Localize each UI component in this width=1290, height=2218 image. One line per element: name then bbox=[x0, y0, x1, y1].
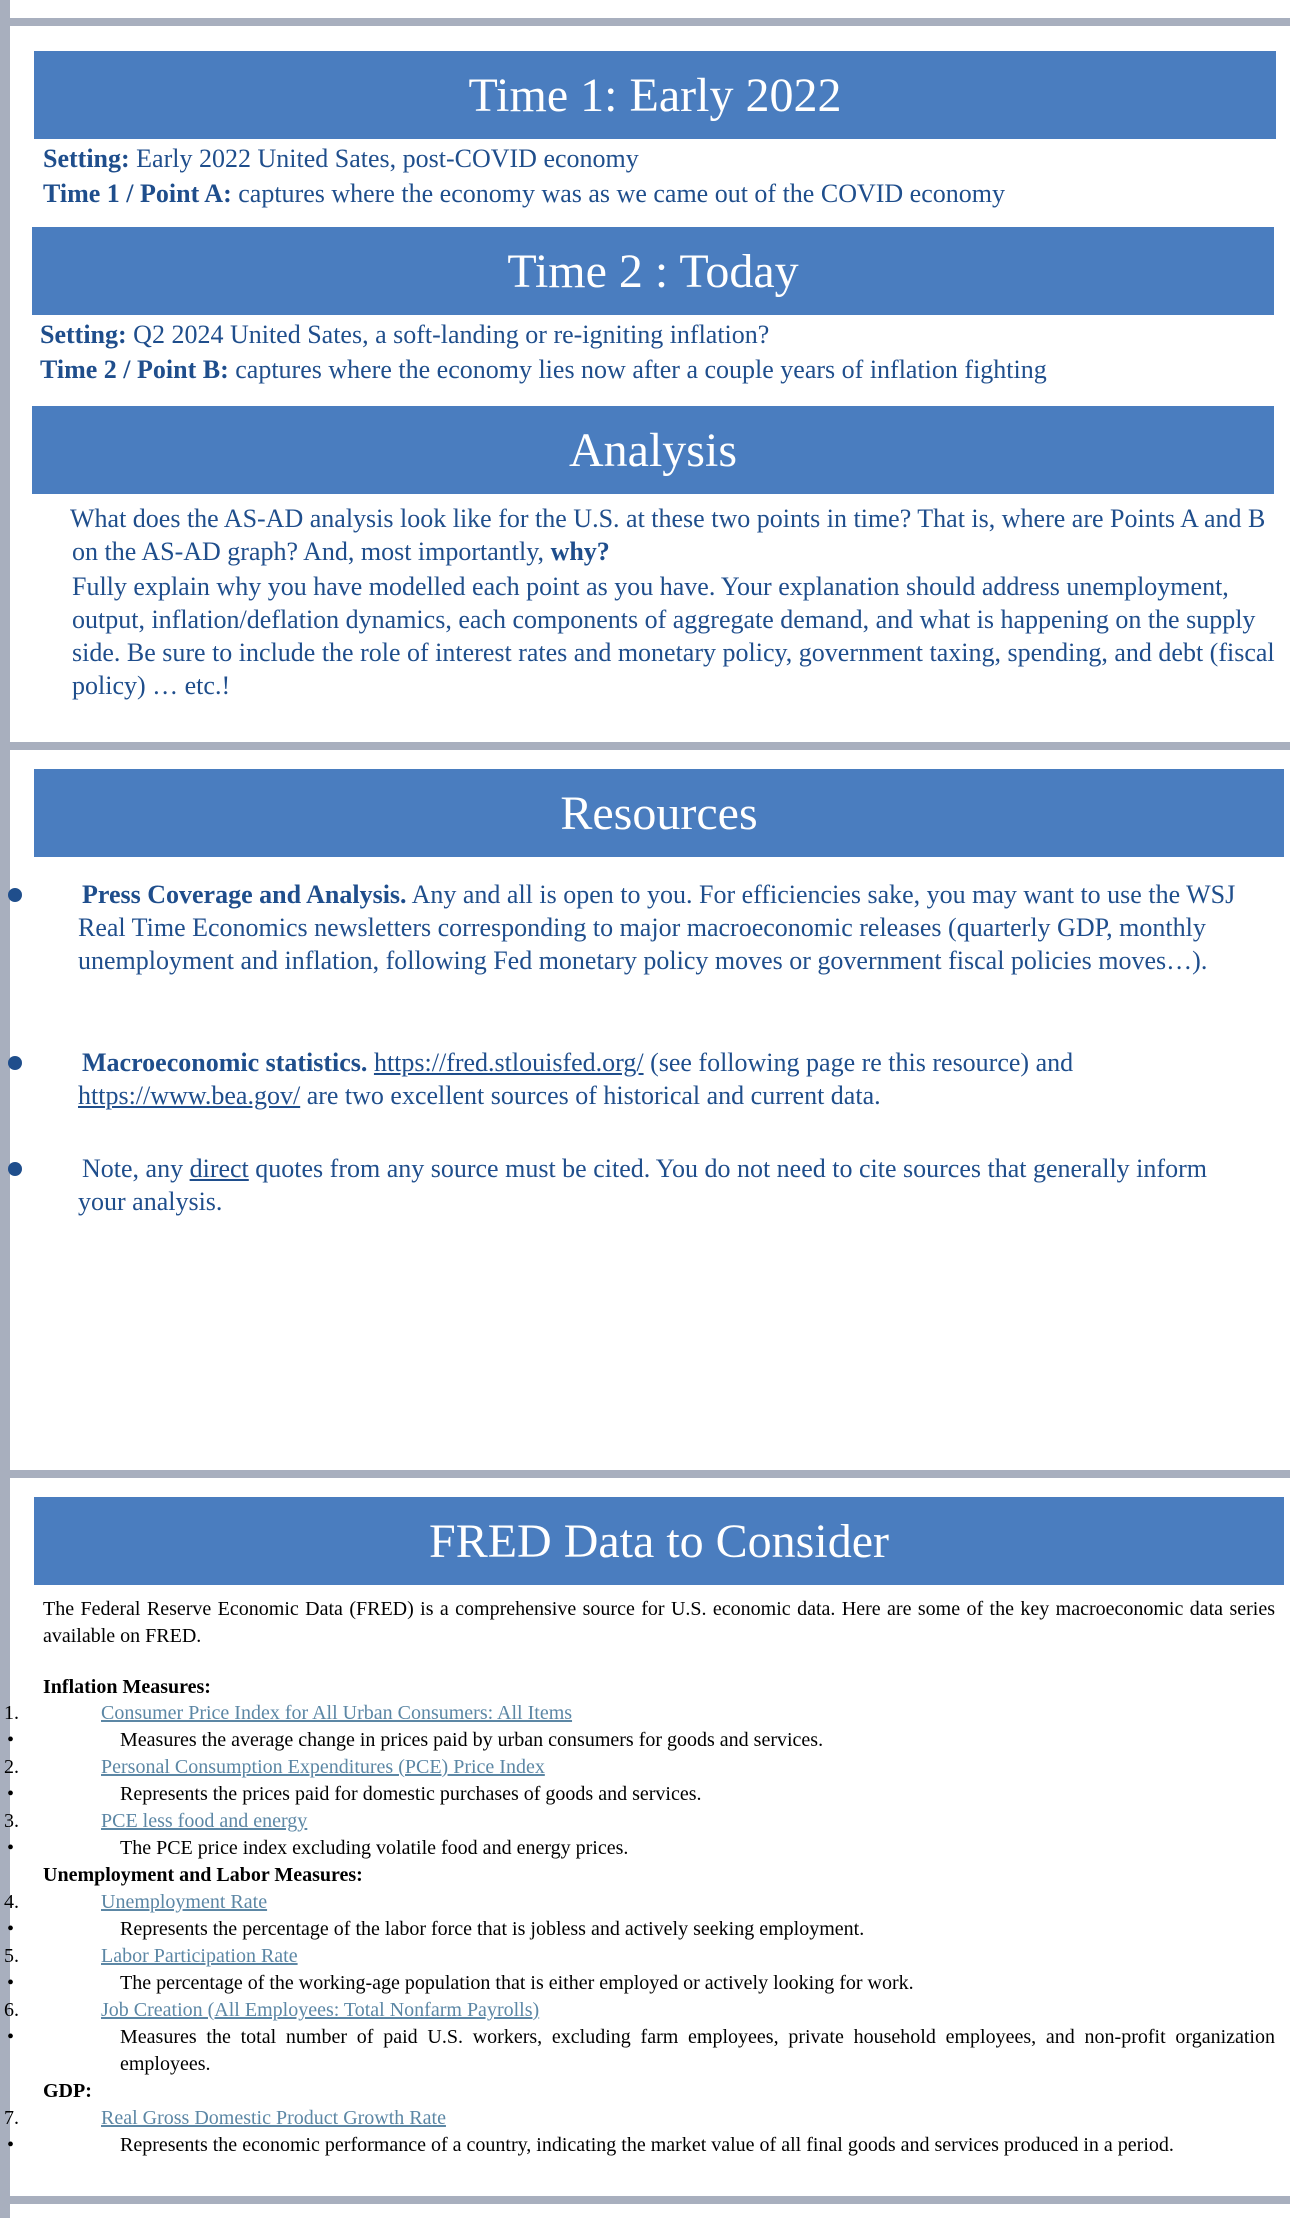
press-coverage-text: Any and all is open to you. For efficiencies sake, you may want to use the WSJ Real Time Economics newsletters corresponding to major macroeconomic releases (quarterly GDP, monthly unemployment and inflation, following Fed monetary policy moves or government fiscal policies moves…). bbox=[78, 880, 1236, 975]
resource-macro-stats bbox=[78, 1046, 1248, 1112]
item-number: 6. bbox=[4, 1999, 19, 2021]
gdp-heading: GDP: bbox=[43, 2080, 92, 2102]
time2-point-label: Time 2 / Point B: bbox=[40, 355, 229, 384]
bullet-dot bbox=[8, 1056, 22, 1070]
unemployment-rate-link[interactable]: Unemployment Rate bbox=[101, 1891, 268, 1913]
page-separator bbox=[0, 2196, 1290, 2204]
payrolls-link[interactable]: Job Creation (All Employees: Total Nonfarm Payrolls) bbox=[101, 1999, 540, 2021]
macro-stats-end: are two excellent sources of historical and current data. bbox=[300, 1081, 881, 1110]
press-coverage-label: Press Coverage and Analysis. bbox=[82, 880, 407, 909]
time1-title: Time 1: Early 2022 bbox=[468, 68, 842, 122]
time2-setting bbox=[40, 318, 769, 351]
resource-note bbox=[78, 1152, 1258, 1218]
analysis-question-bold: why? bbox=[550, 537, 610, 566]
inflation-heading: Inflation Measures: bbox=[43, 1676, 211, 1698]
macro-stats-mid: (see following page re this resource) and bbox=[643, 1048, 1074, 1077]
page-separator bbox=[0, 742, 1290, 750]
sub-bullet: • bbox=[7, 1918, 15, 1940]
cpi-link[interactable]: Consumer Price Index for All Urban Consumers: All Items bbox=[101, 1702, 573, 1724]
direct-link[interactable]: direct bbox=[189, 1154, 249, 1183]
note-post: quotes from any source must be cited. You do not need to cite sources that generally inform your analysis. bbox=[78, 1154, 1207, 1216]
time1-point-text: captures where the economy was as we came out of the COVID economy bbox=[231, 179, 1005, 208]
time2-title: Time 2 : Today bbox=[507, 244, 799, 298]
time2-point-text: captures where the economy lies now after a couple years of inflation fighting bbox=[228, 355, 1047, 384]
fred-header bbox=[34, 1497, 1284, 1585]
resource-press-coverage bbox=[78, 878, 1248, 977]
core-pce-link[interactable]: PCE less food and energy bbox=[101, 1810, 308, 1832]
note-pre: Note, any bbox=[82, 1154, 190, 1183]
bullet-dot bbox=[8, 1162, 22, 1176]
item-number: 7. bbox=[4, 2107, 19, 2129]
pce-link[interactable]: Personal Consumption Expenditures (PCE) Price Index bbox=[101, 1756, 545, 1778]
unemployment-rate-description: Represents the percentage of the labor force that is jobless and actively seeking employment. bbox=[120, 1918, 865, 1940]
time1-header bbox=[34, 51, 1276, 139]
time1-point bbox=[43, 177, 1005, 210]
labor-participation-description: The percentage of the working-age population that is either employed or actively looking for work. bbox=[120, 1972, 914, 1994]
page-separator bbox=[0, 18, 1290, 26]
item-number: 3. bbox=[4, 1810, 19, 1832]
item-number: 2. bbox=[4, 1756, 19, 1778]
item-number: 1. bbox=[4, 1702, 19, 1724]
analysis-header bbox=[32, 406, 1274, 494]
pce-description: Represents the prices paid for domestic purchases of goods and services. bbox=[120, 1783, 702, 1805]
item-number: 4. bbox=[4, 1891, 19, 1913]
time1-setting-text: Early 2022 United Sates, post-COVID economy bbox=[129, 144, 639, 173]
sub-bullet: • bbox=[7, 2134, 15, 2156]
page-one bbox=[10, 26, 1290, 742]
time2-setting-text: Q2 2024 United Sates, a soft-landing or re-igniting inflation? bbox=[126, 320, 770, 349]
page-two bbox=[10, 750, 1290, 1470]
sub-bullet: • bbox=[7, 1837, 15, 1859]
sub-bullet: • bbox=[7, 1729, 15, 1751]
time1-point-label: Time 1 / Point A: bbox=[43, 179, 232, 208]
gdp-link[interactable]: Real Gross Domestic Product Growth Rate bbox=[101, 2107, 446, 2129]
macro-stats-label: Macroeconomic statistics. bbox=[82, 1048, 368, 1077]
core-pce-description: The PCE price index excluding volatile food and energy prices. bbox=[120, 1837, 629, 1859]
analysis-question-text: What does the AS-AD analysis look like for the U.S. at these two points in time? That is, where are Points A and B on the AS-AD graph? And, most importantly, bbox=[70, 504, 1266, 566]
fred-title: FRED Data to Consider bbox=[429, 1514, 889, 1568]
gdp-description: Represents the economic performance of a country, indicating the market value of all final goods and services produced in a period. bbox=[120, 2134, 1174, 2156]
payrolls-description: Measures the total number of paid U.S. workers, excluding farm employees, private household employees, and non-profit organization employees. bbox=[120, 2026, 1275, 2075]
page-separator bbox=[0, 1470, 1290, 1478]
time1-setting-label: Setting: bbox=[43, 144, 130, 173]
analysis-question bbox=[72, 502, 1272, 568]
item-number: 5. bbox=[4, 1945, 19, 1967]
time2-point bbox=[40, 353, 1047, 386]
sub-bullet: • bbox=[7, 1783, 15, 1805]
unemployment-heading: Unemployment and Labor Measures: bbox=[43, 1864, 363, 1886]
labor-participation-link[interactable]: Labor Participation Rate bbox=[101, 1945, 298, 1967]
resources-title: Resources bbox=[560, 786, 758, 840]
sub-bullet: • bbox=[7, 1972, 15, 1994]
sub-bullet: • bbox=[7, 2026, 15, 2048]
analysis-instructions: Fully explain why you have modelled each point as you have. Your explanation should address unemployment, output, inflation/deflation dynamics, each components of aggregate demand, and what is happening on the supply side. Be sure to include the role of interest rates and monetary policy, government taxing, spending, and debt (fiscal policy) … etc.! bbox=[72, 572, 1275, 700]
bullet-dot bbox=[8, 888, 22, 902]
resources-header bbox=[34, 769, 1284, 857]
left-margin-bar bbox=[0, 0, 10, 2218]
fred-intro: The Federal Reserve Economic Data (FRED) is a comprehensive source for U.S. economic data. Here are some of the key macroeconomic data series available on FRED. bbox=[43, 1598, 1275, 1647]
time1-setting bbox=[43, 142, 639, 175]
time2-header bbox=[32, 227, 1274, 315]
fred-link[interactable]: https://fred.stlouisfed.org/ bbox=[373, 1048, 644, 1077]
page-three bbox=[4, 1478, 1290, 2196]
analysis-title: Analysis bbox=[569, 423, 737, 477]
cpi-description: Measures the average change in prices paid by urban consumers for goods and services. bbox=[120, 1729, 824, 1751]
bea-link[interactable]: https://www.bea.gov/ bbox=[78, 1081, 301, 1110]
time2-setting-label: Setting: bbox=[40, 320, 127, 349]
